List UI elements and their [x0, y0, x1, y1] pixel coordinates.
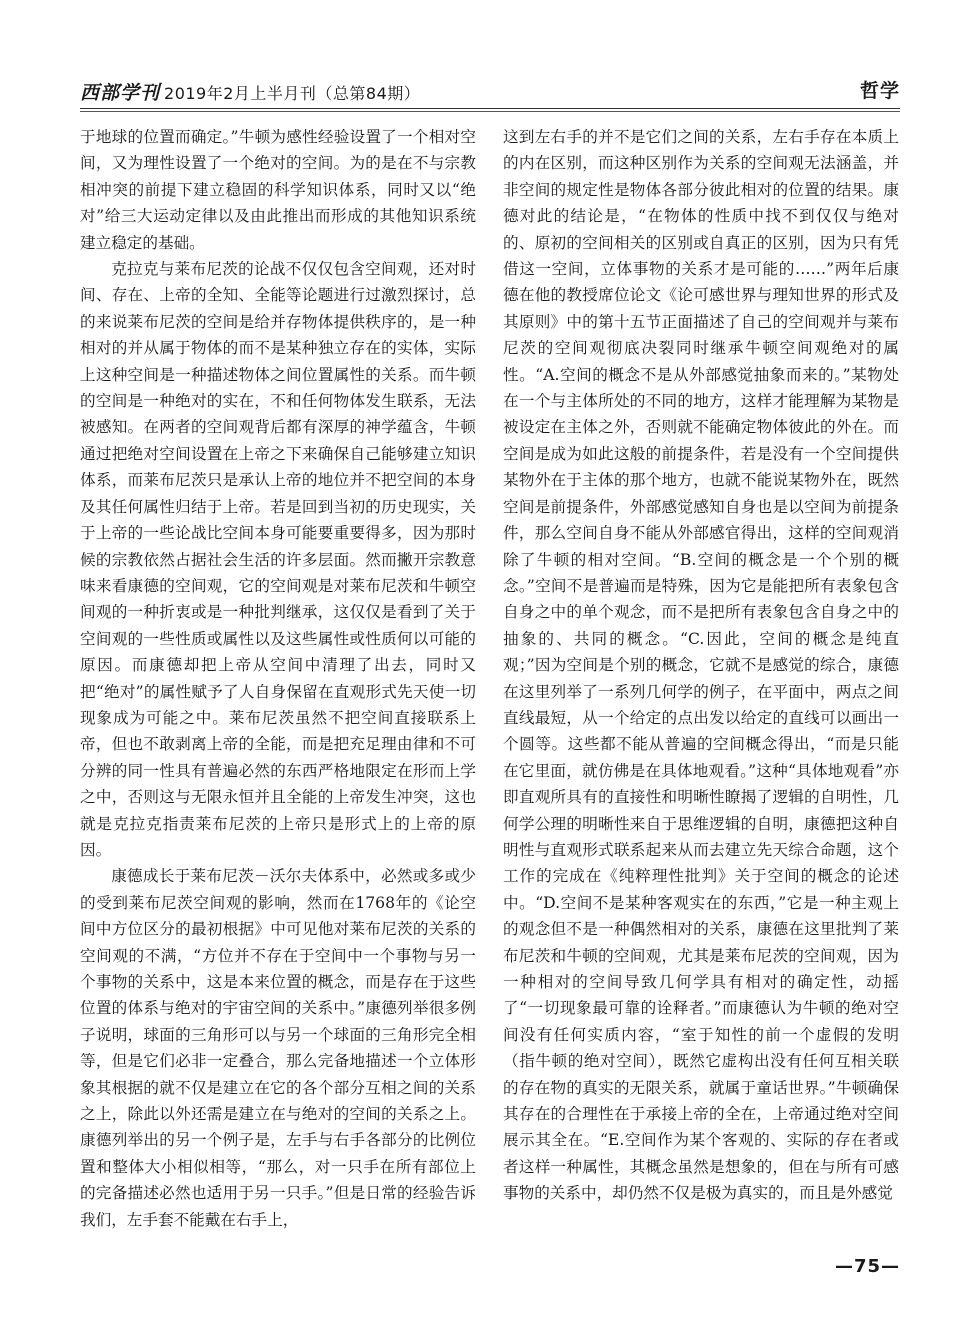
paragraph: 克拉克与莱布尼茨的论战不仅仅包含空间观，还对时间、存在、上帝的全知、全能等论题进行过激烈探讨，总的来说莱布尼茨的空间是给并存物体提供秩序的，是一种相对的并从属于物体的而不是某种独立存在的实体，实际上这种空间是一种描述物体之间位置属性的关系。而牛顿的空间是一种绝对的实在，不和任何物体发生联系，无法被感知。在两者的空间观背后都有深厚的神学蕴含，牛顿通过把绝对空间设置在上帝之下来确保自己能够建立知识体系，而莱布尼茨只是承认上帝的地位并不把空间的本身及其任何属性归结于上帝。若是回到当初的历史现实，关于上帝的一些论战比空间本身可能要重要得多，因为那时候的宗教依然占据社会生活的许多层面。然而撇开宗教意味来看康德的空间观，它的空间观是对莱布尼茨和牛顿空间观的一种折衷或是一种批判继承，这仅仅是看到了关于空间观的一些性质或属性以及这些属性或性质何以可能的原因。而康德却把上帝从空间中清理了出去，同时又把“绝对”的属性赋予了人自身保留在直观形式先天使一切现象成为可能之中。莱布尼茨虽然不把空间直接联系上帝，但也不敢剥离上帝的全能，而是把充足理由律和不可分辨的同一性具有普遍必然的东西严格地限定在形而上学之中，否则这与无限永恒并且全能的上帝发生冲突，这也就是克拉克指责莱布尼茨的上帝只是形式上的上帝的原因。 [80, 260, 476, 859]
header-rule [80, 108, 900, 109]
header-rule-thin [80, 111, 900, 112]
paragraph: 于地球的位置而确定。”牛顿为感性经验设置了一个相对空间，又为理性设置了一个绝对的空间。为的是在不与宗教相冲突的前提下建立稳固的科学知识体系，同时又以“绝对”给三大运动定律以及由此推出而形成的其他知识系统建立稳定的基础。 [80, 128, 476, 252]
paragraph: 康德成长于莱布尼茨－沃尔夫体系中，必然或多或少的受到莱布尼茨空间观的影响，然而在1768年的《论空间中方位区分的最初根据》中可见他对莱布尼茨的关系的空间观的不满，“方位并不存在于空间中一个事物与另一个事物的关系中，这是本来位置的概念，而是存在于这些位置的体系与绝对的宇宙空间的关系中。”康德列举很多例子说明，球面的三角形可以与另一个球面的三角形完全相等，但是它们必非一定叠合，那么完备地描述一个立体形象其根据的就不仅是建立在它的各个部分互相之间的关系之上，除此以外还需是建立在与绝对的空间的关系之上。康德列举出的另一个例子是，左手与右手各部分的比例位置和整体大小相似相等，“那么，对一只手在所有部位上的完备描述必然也适用于另一只手。”但是日常的经验告诉我们，左手套不能戴在右手上， [80, 867, 476, 1229]
right-column [503, 124, 899, 1207]
header-left [80, 78, 420, 105]
page-number: —75— [834, 1256, 900, 1277]
section-label: 哲学 [859, 80, 900, 102]
issue-info: 2019年2月上半月刊（总第84期） [164, 84, 421, 103]
left-column [80, 124, 476, 1233]
journal-name: 西部学刊 [80, 82, 161, 104]
paragraph: 这到左右手的并不是它们之间的关系，左右手存在本质上的内在区别，而这种区别作为关系的空间观无法涵盖，并非空间的规定性是物体各部分彼此相对的位置的结果。康德对此的结论是，“在物体的性质中找不到仅仅与绝对的、原初的空间相关的区别或自真正的区别，因为只有凭借这一空间，立体事物的关系才是可能的……”两年后康德在他的教授席位论文《论可感世界与理知世界的形式及其原则》中的第十五节正面描述了自己的空间观并与莱布尼茨的空间观彻底决裂同时继承牛顿空间观绝对的属性。“A.空间的概念不是从外部感觉抽象而来的。”某物处在一个与主体所处的不同的地方，这样才能理解为某物是被设定在主体之外，否则就不能确定物体彼此的外在。而空间是成为如此这般的前提条件，若是没有一个空间提供某物外在于主体的那个地方，也就不能说某物外在，既然空间是前提条件，外部感觉感知自身也是以空间为前提条件，那么空间自身不能从外部感官得出，这样的空间观消除了牛顿的相对空间。“B.空间的概念是一个个别的概念。”空间不是普遍而是特殊，因为它是能把所有表象包含自身之中的单个观念，而不是把所有表象包含自身之中的抽象的、共同的概念。“C.因此，空间的概念是纯直观；”因为空间是个别的概念，它就不是感觉的综合，康德在这里列举了一系列几何学的例子，在平面中，两点之间直线最短，从一个给定的点出发以给定的直线可以画出一个圆等。这些都不能从普遍的空间概念得出，“而是只能在它里面，就仿佛是在具体地观看。”这种“具体地观看”亦即直观所具有的直接性和明晰性瞭揭了逻辑的自明性，几何学公理的明晰性来自于思维逻辑的自明，康德把这种自明性与直观形式联系起来从而去建立先天综合命题，这个工作的完成在《纯粹理性批判》关于空间的概念的论述中。“D.空间不是某种客观实在的东西，”它是一种主观上的观念但不是一种偶然相对的关系，康德在这里批判了莱布尼茨和牛顿的空间观，尤其是莱布尼茨的空间观，因为一种相对的空间导致几何学具有相对的确定性，动摇了“一切现象最可靠的诠释者。”而康德认为牛顿的绝对空间没有任何实质内容，“室于知性的前一个虚假的发明（指牛顿的绝对空间），既然它虚构出没有任何互相关联的存在物的真实的无限关系，就属于童话世界。”牛顿确保其存在的合理性在于承接上帝的全在，上帝通过绝对空间展示其全在。“E.空间作为某个客观的、实际的存在者或者这样一种属性，其概念虽然是想象的，但在与所有可感事物的关系中，却仍然不仅是极为真实的，而且是外感觉 [503, 128, 899, 1203]
page-header [80, 70, 900, 106]
